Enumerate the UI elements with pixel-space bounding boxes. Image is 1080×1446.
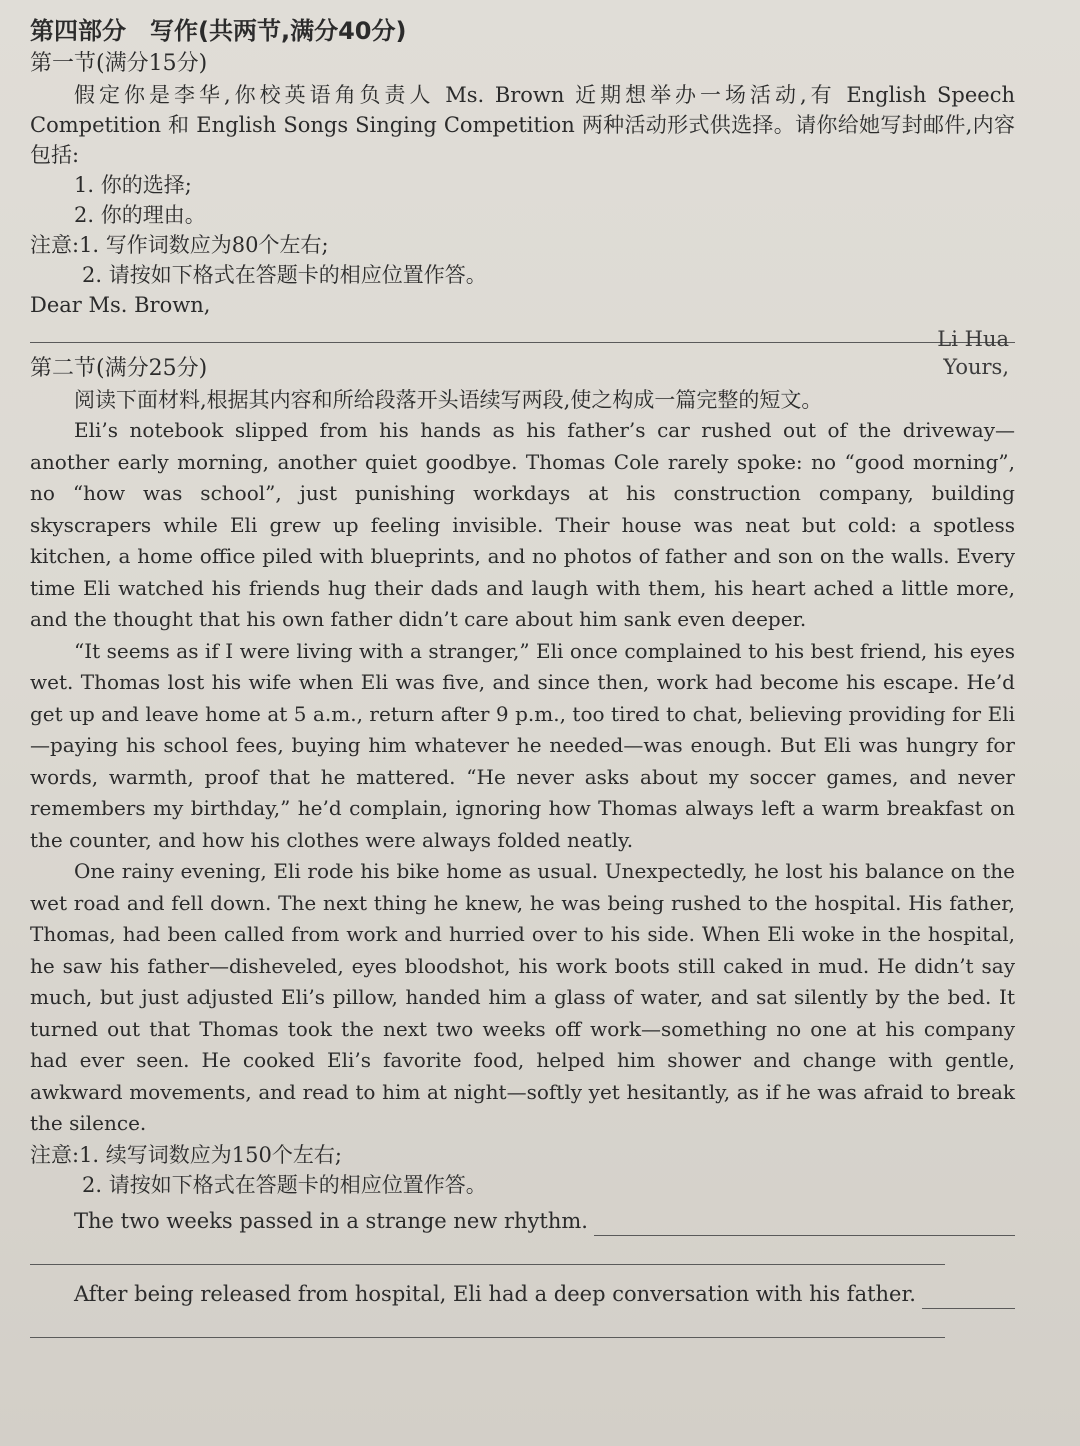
closing-yours: Yours, [943,355,1009,379]
closing-signature: Li Hua [937,327,1009,351]
story-text [30,415,1015,1140]
section2-instruction: 阅读下面材料,根据其内容和所给段落开头语续写两段,使之构成一篇完整的短文。 [74,388,823,412]
starter-2-blank-line [922,1288,1015,1309]
section1-item-choice: 1. 你的选择; [74,173,192,197]
section1-prompt: 假定你是李华,你校英语角负责人 Ms. Brown 近期想举办一场活动,有 English Speech Competition 和 English Songs Singing Competition 两种活动形式供选择。请你给她写封邮件,内容包括: [30,83,1015,167]
writing-line [30,1309,945,1338]
starter-2-text: After being released from hospital, Eli had a deep conversation with his father. [74,1281,916,1306]
section2-title: 第二节(满分25分) [30,356,208,381]
paragraph-starter-1 [30,1206,1015,1236]
paragraph-starter-2 [30,1279,1015,1309]
story-paragraph: “It seems as if I were living with a stranger,” Eli once complained to his best friend, his eyes wet. Thomas lost his wife when Eli was five, and since then, work had become his escape. He’d get up and leave home at 5 a.m., return after 9 p.m., too tired to chat, believing providing for Eli—paying his school fees, buying him whatever he needed—was enough. But Eli was hungry for words, warmth, proof that he mattered. “He never asks about my soccer games, and never remembers my birthday,” he’d complain, ignoring how Thomas always left a warm breakfast on the counter, and how his clothes were always folded neatly. [30,638,1015,852]
section1-item-reason: 2. 你的理由。 [74,203,206,227]
section2-note-2: 2. 请按如下格式在答题卡的相应位置作答。 [82,1172,487,1197]
salutation: Dear Ms. Brown, [30,293,211,317]
starter-1-blank-line [594,1215,1015,1236]
section1-note-1: 注意:1. 写作词数应为80个左右; [30,233,329,257]
page-content [30,14,1015,1338]
story-paragraph: Eli’s notebook slipped from his hands as his father’s car rushed out of the driveway—another early morning, another quiet goodbye. Thomas Cole rarely spoke: no “good morning”, no “how was school”, just punishing workdays at his construction company, building skyscrapers while Eli grew up feeling invisible. Their house was neat but cold: a spotless kitchen, a home office piled with blueprints, and no photos of father and son on the walls. Every time Eli watched his friends hug their dads and laugh with them, his heart ached a little more, and the thought that his own father didn’t care about him sank even deeper. [30,418,1015,631]
section2 [30,353,1015,385]
story-paragraph: One rainy evening, Eli rode his bike home as usual. Unexpectedly, he lost his balance on the wet road and fell down. The next thing he knew, he was being rushed to the hospital. His father, Thomas, had been called from work and hurried over to his side. When Eli woke in the hospital, he saw his father—disheveled, eyes bloodshot, his work boots still caked in mud. He didn’t say much, but just adjusted Eli’s pillow, handed him a glass of water, and sat silently by the bed. It turned out that Thomas took the next two weeks off work—something no one at his company had ever seen. He cooked Eli’s favorite food, helped him shower and change with gentle, awkward movements, and read to him at night—softly yet hesitantly, as if he was afraid to break the silence. [30,859,1015,1135]
writing-line [30,1236,945,1265]
section1-note-2: 2. 请按如下格式在答题卡的相应位置作答。 [82,263,487,287]
starter-1-text: The two weeks passed in a strange new rhythm. [74,1208,588,1233]
section2-note-1: 注意:1. 续写词数应为150个左右; [30,1142,342,1167]
section1-title: 第一节(满分15分) [30,51,208,76]
part-title: 第四部分 写作(共两节,满分40分) [30,17,407,45]
